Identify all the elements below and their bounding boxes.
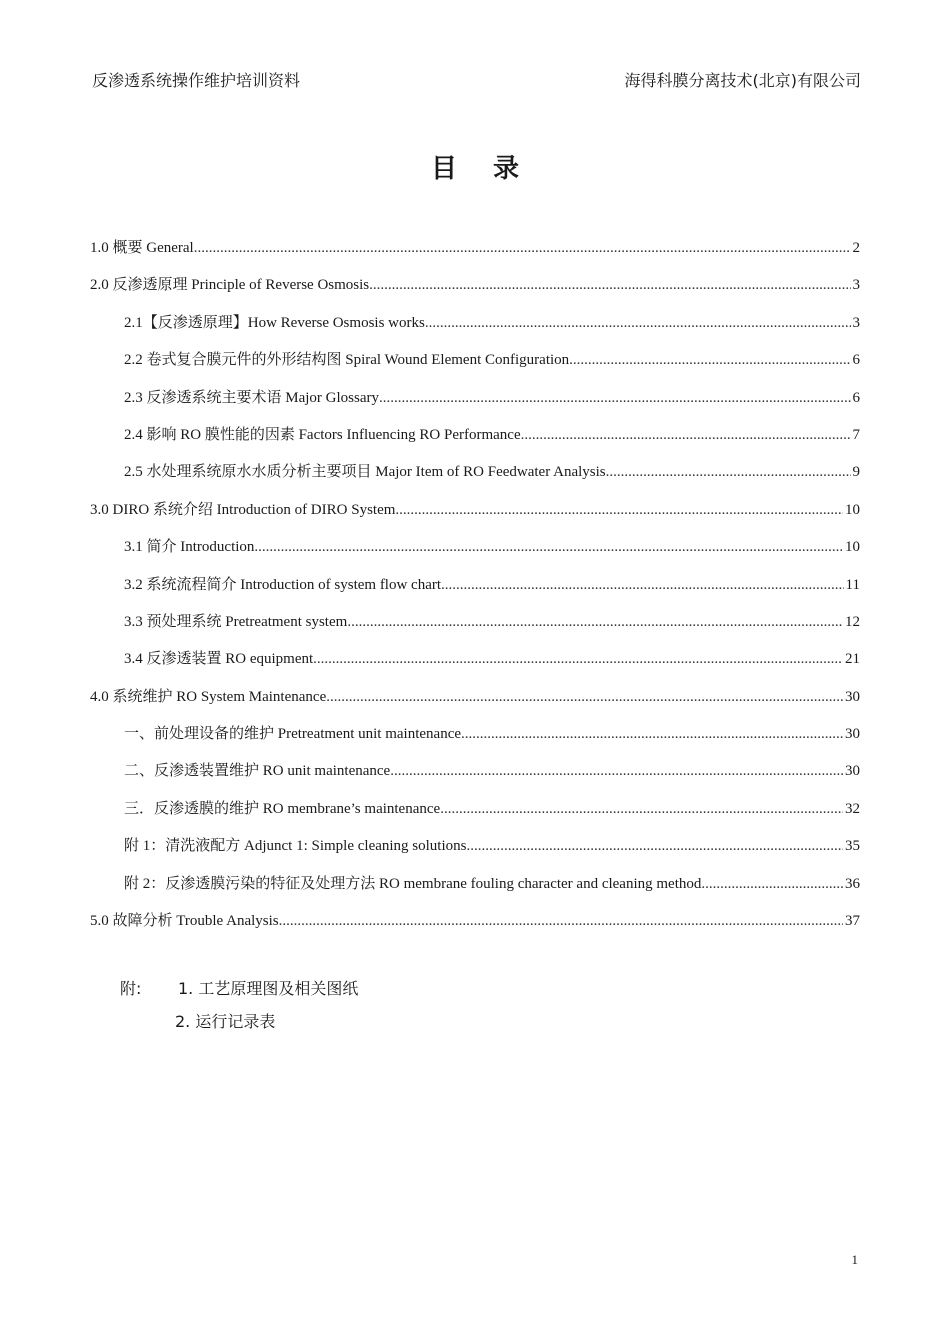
page-title: 目录 [430, 154, 555, 184]
toc-leader-dots [390, 763, 843, 780]
toc-page-number: 35 [845, 838, 860, 855]
appendix-row [120, 976, 358, 1009]
toc-leader-dots [194, 240, 851, 257]
header-document-title: 反渗透系统操作维护培训资料 [92, 71, 301, 90]
toc-leader-dots [701, 876, 843, 893]
toc-leader-dots [461, 726, 843, 743]
toc-page-number: 21 [845, 651, 860, 668]
toc-entry-text: 3.2 系统流程简介 Introduction of system flow chart [124, 576, 442, 593]
toc-entry[interactable] [90, 909, 860, 946]
toc-entry[interactable] [90, 797, 860, 834]
toc-page-number: 10 [845, 539, 860, 556]
toc-page-number: 3 [852, 277, 860, 294]
toc-page-number: 12 [845, 613, 860, 630]
header-company-name: 海得科膜分离技术(北京)有限公司 [624, 71, 861, 90]
toc-leader-dots [425, 315, 851, 332]
toc-entry[interactable] [90, 759, 860, 796]
toc-page-number: 9 [852, 464, 860, 481]
toc-entry[interactable] [90, 236, 860, 273]
toc-leader-dots [521, 427, 851, 444]
toc-entry[interactable] [90, 647, 860, 684]
toc-entry[interactable] [90, 273, 860, 310]
toc-leader-dots [279, 913, 843, 930]
toc-entry-text: 2.2 卷式复合膜元件的外形结构图 Spiral Wound Element Configuration [124, 352, 570, 369]
toc-page-number: 2 [852, 240, 860, 256]
appendix-row [120, 1009, 358, 1042]
toc-entry[interactable] [90, 610, 860, 647]
toc-entry[interactable] [90, 535, 860, 572]
toc-leader-dots [347, 614, 843, 631]
appendix-list [120, 976, 358, 1042]
toc-page-number: 30 [845, 688, 860, 705]
appendix-label: 附: [120, 979, 142, 998]
toc-entry-text: 附 2：反渗透膜污染的特征及处理方法 RO membrane fouling character and cleaning method [124, 875, 702, 892]
toc-entry-text: 2.3 反渗透系统主要术语 Major Glossary [124, 389, 379, 406]
toc-leader-dots [379, 390, 851, 407]
toc-entry[interactable] [90, 834, 860, 871]
toc-entry[interactable] [90, 460, 860, 497]
toc-entry-text: 三．反渗透膜的维护 RO membrane’s maintenance [124, 800, 441, 817]
toc-leader-dots [313, 651, 843, 668]
toc-entry[interactable] [90, 685, 860, 722]
toc-page-number: 30 [845, 726, 860, 743]
toc-entry[interactable] [90, 348, 860, 385]
toc-entry[interactable] [90, 311, 860, 348]
toc-leader-dots [369, 277, 850, 294]
page-number: 1 [851, 1252, 858, 1267]
toc-leader-dots [326, 689, 843, 706]
toc-entry[interactable] [90, 423, 860, 460]
toc-entry-text: 一、前处理设备的维护 Pretreatment unit maintenance [124, 726, 462, 743]
toc-page-number: 36 [845, 875, 860, 892]
toc-entry-text: 2.0 反渗透原理 Principle of Reverse Osmosis [90, 277, 370, 294]
toc-leader-dots [606, 464, 851, 481]
toc-entry-text: 附 1：清洗液配方 Adjunct 1: Simple cleaning solutions [124, 838, 467, 855]
toc-entry-text: 4.0 系统维护 RO System Maintenance [90, 688, 327, 705]
toc-page-number: 10 [845, 501, 860, 518]
toc-page-number: 6 [852, 389, 860, 406]
toc-entry-text: 5.0 故障分析 Trouble Analysis [90, 913, 279, 930]
appendix-item: 1. 工艺原理图及相关图纸 [178, 979, 359, 998]
toc-entry-text: 2.1【反渗透原理】How Reverse Osmosis works [124, 314, 425, 331]
toc-entry-text: 二、反渗透装置维护 RO unit maintenance [124, 763, 391, 780]
toc-entry[interactable] [90, 573, 860, 610]
toc-entry[interactable] [90, 498, 860, 535]
toc-entry-text: 3.3 预处理系统 Pretreatment system [124, 613, 348, 630]
table-of-contents [90, 236, 860, 946]
toc-entry[interactable] [90, 722, 860, 759]
toc-leader-dots [466, 838, 843, 855]
toc-page-number: 32 [845, 800, 860, 817]
toc-page-number: 6 [852, 352, 860, 369]
toc-page-number: 3 [852, 314, 860, 331]
toc-page-number: 7 [852, 426, 860, 443]
toc-leader-dots [440, 801, 843, 818]
toc-page-number: 37 [845, 913, 860, 930]
toc-leader-dots [395, 502, 843, 519]
toc-entry-text: 3.0 DIRO 系统介绍 Introduction of DIRO System [90, 501, 396, 518]
toc-leader-dots [254, 539, 843, 556]
toc-entry-text: 2.4 影响 RO 膜性能的因素 Factors Influencing RO Performance [124, 426, 521, 443]
toc-entry-text: 3.4 反渗透装置 RO equipment [124, 651, 314, 668]
toc-entry-text: 1.0 概要 General [90, 240, 194, 256]
toc-entry-text: 3.1 简介 Introduction [124, 539, 255, 556]
toc-entry[interactable] [90, 386, 860, 423]
toc-entry-text: 2.5 水处理系统原水水质分析主要项目 Major Item of RO Feedwater Analysis [124, 464, 606, 481]
appendix-item: 2. 运行记录表 [175, 1012, 276, 1031]
toc-entry[interactable] [90, 872, 860, 909]
toc-leader-dots [441, 577, 844, 594]
toc-page-number: 11 [845, 576, 860, 593]
toc-page-number: 30 [845, 763, 860, 780]
toc-leader-dots [569, 352, 850, 369]
